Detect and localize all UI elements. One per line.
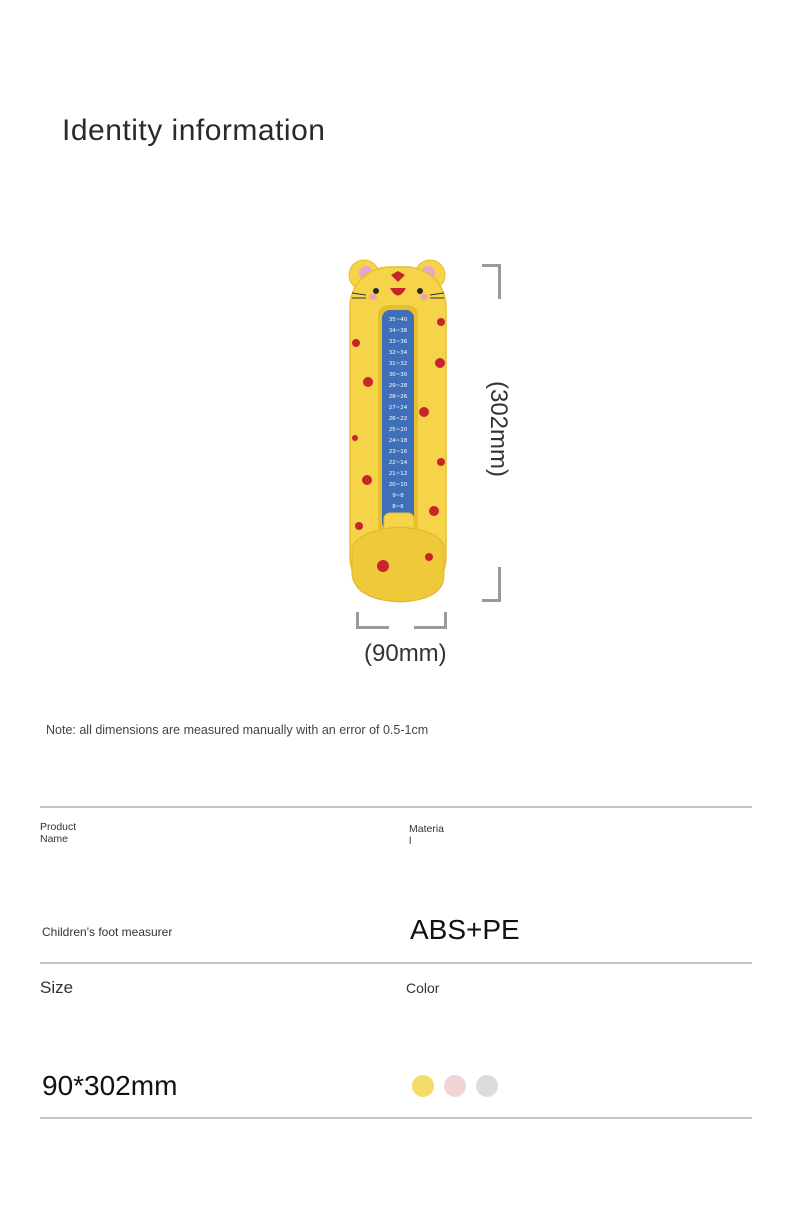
scale-label: 32~34 [388, 350, 408, 356]
color-swatch-pink [444, 1075, 466, 1097]
size-label: Size [40, 978, 74, 997]
scale-label: 20~10 [388, 482, 408, 488]
scale-label: 30~30 [388, 372, 408, 378]
material-label: Materia l [409, 823, 445, 847]
scale-label: 29~28 [388, 383, 408, 389]
color-swatches [412, 1075, 498, 1097]
width-bracket-left [356, 612, 389, 629]
scale-label: 26~22 [388, 416, 408, 422]
product-name-label: Product Name [40, 821, 77, 845]
scale-label: 21~12 [388, 471, 408, 477]
divider-top [40, 806, 752, 808]
material-value: ABS+PE [410, 914, 520, 945]
scale-label: 25~20 [388, 427, 408, 433]
scale-label: 33~36 [388, 339, 408, 345]
scale-label: 22~14 [388, 460, 408, 466]
section-title: Identity information [62, 114, 326, 147]
divider-bottom [40, 1117, 752, 1119]
color-swatch-yellow [412, 1075, 434, 1097]
foot-measurer-image [340, 255, 460, 610]
scale-label: 31~32 [388, 361, 408, 367]
product-name-value: Children's foot measurer [42, 925, 173, 939]
scale-label: 24~18 [388, 438, 408, 444]
scale-label: 8~6 [392, 504, 404, 510]
scale-label: 34~38 [388, 328, 408, 334]
width-dimension: (90mm) [364, 640, 447, 667]
scale-label: 9~8 [392, 493, 404, 499]
height-dimension: (302mm) [485, 380, 512, 477]
scale-label: 28~26 [388, 394, 408, 400]
height-bracket-top [482, 264, 501, 299]
color-label: Color [406, 980, 440, 996]
scale-label: 23~16 [388, 449, 408, 455]
divider-middle [40, 962, 752, 964]
scale-label: 27~24 [388, 405, 408, 411]
measurement-note: Note: all dimensions are measured manually with an error of 0.5-1cm [46, 723, 429, 737]
width-bracket-right [414, 612, 447, 629]
size-value: 90*302mm [42, 1070, 178, 1101]
scale-label: 35~40 [388, 317, 408, 323]
color-swatch-gray [476, 1075, 498, 1097]
height-bracket-bottom [482, 567, 501, 602]
